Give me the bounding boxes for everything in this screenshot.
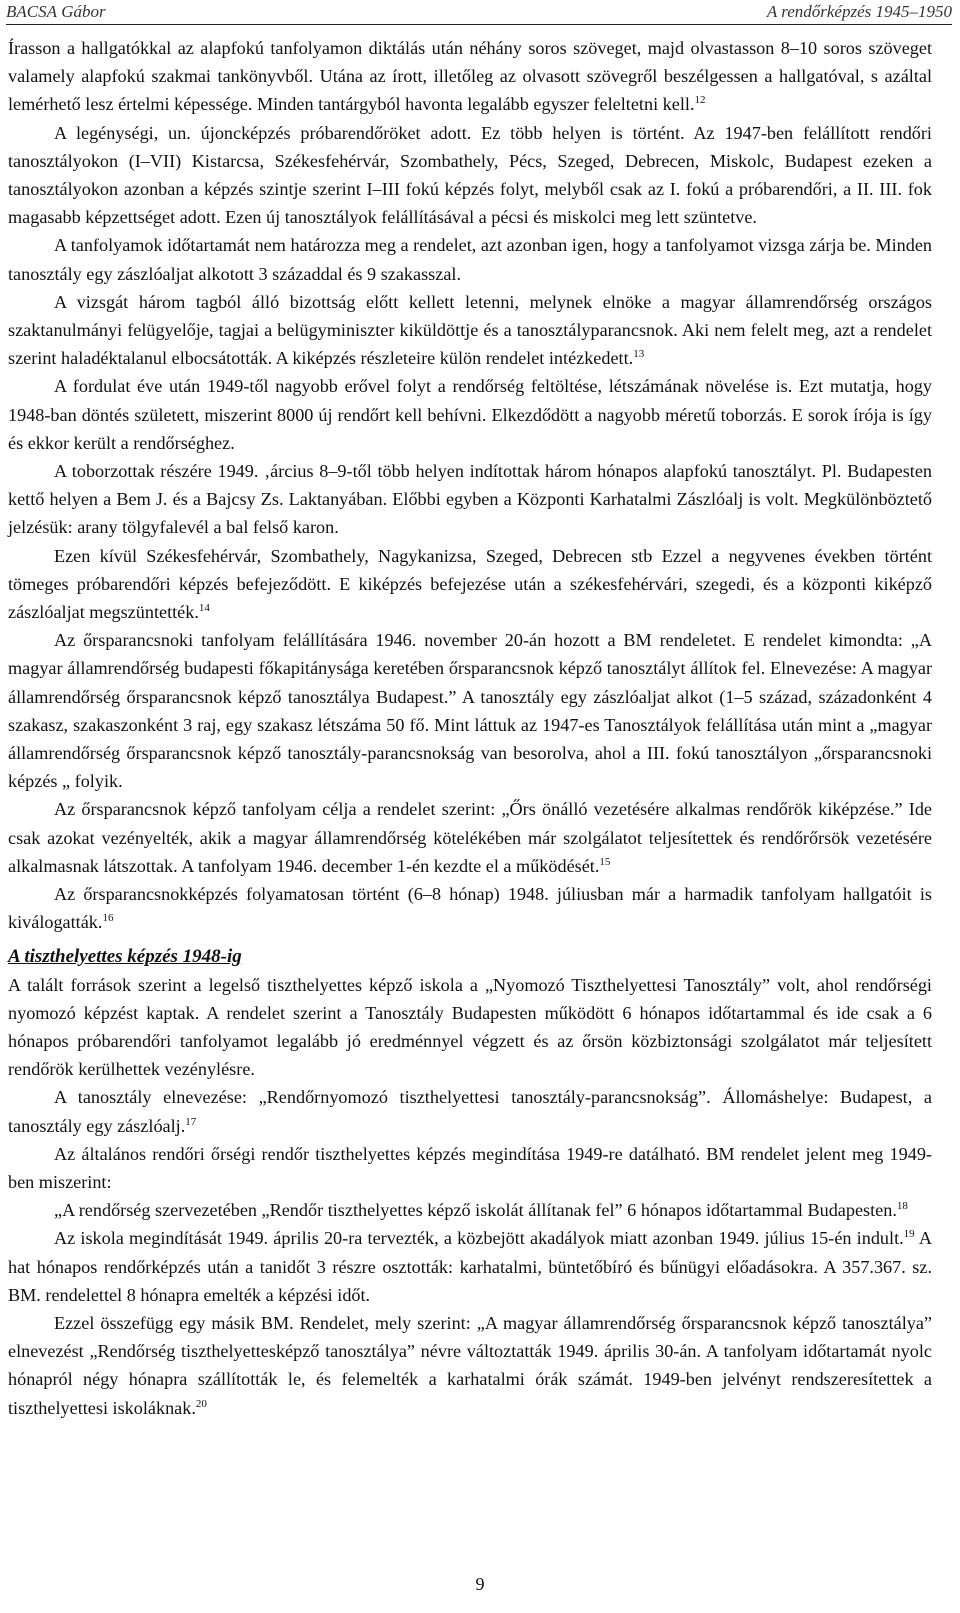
author-given-name: Gábor: [57, 2, 106, 21]
paragraph-text: A fordulat éve után 1949-től nagyobb erővel folyt a rendőrség feltöltése, létszámának növelése is. Ezt mutatja, hogy 1948-ban döntés született, miszerint 8000 új rendőrt kell behívni. Elkezdődött a nagyobb méretű toborzás. E sorok írója is így és ekkor került a rendőrséghez.: [8, 376, 932, 453]
paragraph-text: A talált források szerint a legelső tiszthelyettes képző iskola a „Nyomozó Tiszthelyettesi Tanosztály” volt, ahol rendőrségi nyomozó képzést kaptak. A rendelet szerint a Tanosztály Budapesten működött 6 hónapos időtartammal és ide csak a 6 hónapos próbarendőri tanfolyamot legalább jó eredménnyel végzett és az őrsön közbiztonsági szolgálatot már teljesített rendőrök kerülhettek vezénylésre.: [8, 974, 932, 1080]
paragraph-text: A tanosztály elnevezése: „Rendőrnyomozó tiszthelyettesi tanosztály-parancsnokság”. Állomáshelye: Budapest, a tanosztály egy zászlóalj.: [8, 1087, 932, 1136]
paragraph-text: Ezen kívül Székesfehérvár, Szombathely, Nagykanizsa, Szeged, Debrecen stb Ezzel a negyvenes években történt tömeges próbarendőri képzés befejeződött. E kiképzés befejezése után a székesfehérvári, szegedi, és a központi kiképző zászlóaljat megszüntették.: [8, 545, 932, 623]
body-text: [8, 34, 932, 1422]
paragraph-text: Az őrsparancsnoki tanfolyam felállítására 1946. november 20-án hozott a BM rendeletet. E rendelet kimondta: „A magyar államrendőrség budapesti főkapitánysága keretében őrsparancsnok képző tanosztályt állítok fel. Elnevezése: A magyar államrendőrség őrsparancsnok képző tanosztálya Budapest.” A tanosztály egy zászlóaljat alkot (1–5 század, századonként 4 szakasz, szakaszonként 3 raj, egy szakasz létszáma 50 fő. Mint láttuk az 1947-es Tanosztályok felállítása után mint a „magyar államrendőrség őrsparancsnok képző tanosztály-parancsnokság van besorolva, ahol a III. fokú tanosztályon „őrsparancsnoki képzés „ folyik.: [8, 630, 932, 792]
header-rule: [6, 24, 952, 25]
footnote-ref: 15: [599, 855, 611, 868]
page-number: 9: [475, 1574, 485, 1594]
paragraph: [8, 372, 932, 457]
author-initial: B: [6, 2, 17, 21]
paragraph-text: Írasson a hallgatókkal az alapfokú tanfolyamon diktálás után néhány soros szöveget, majd olvastasson 8–10 soros szöveget valamely alapfokú szakmai tankönyvből. Utána az írott, illetőleg az olvasott szövegről beszélgessen a hallgatóval, s azáltal lemérhető lesz értelmi képessége. Minden tantárgyból havonta legalább egyszer feleltetni kell.: [8, 38, 932, 115]
header-title: A rendőrképzés 1945–1950: [766, 2, 952, 21]
paragraph-text: Az általános rendőri őrségi rendőr tiszthelyettes képzés megindítása 1949-re datálható. BM rendelet jelent meg 1949-ben miszerint:: [8, 1143, 932, 1192]
paragraph: [8, 1083, 932, 1139]
paragraph: [8, 1309, 932, 1422]
footnote-ref: 13: [633, 348, 645, 361]
footnote-ref: 20: [195, 1397, 207, 1410]
footnote-ref: 17: [185, 1115, 197, 1128]
paragraph-text: Az iskola megindítását 1949. április 20-ra tervezték, a közbejött akadályok miatt azonban 1949. július 15-én indult.: [54, 1228, 904, 1249]
paragraph-text-continued: A hat hónapos rendőrképzés után a tanidőt 3 részre osztották: karhatalmi, büntetőbíró és bűnügyi előadásokra. A 357.367. sz. BM. rendelettel 8 hónapra emelték a képzési időt.: [8, 1228, 932, 1305]
footnote-ref: 16: [102, 912, 114, 925]
footnote-ref: 12: [694, 94, 706, 107]
paragraph: [8, 457, 932, 542]
paragraph-text: Az őrsparancsnok képző tanfolyam célja a rendelet szerint: „Őrs önálló vezetésére alkalmas rendőrök kiképzése.” Ide csak azokat vezényelték, akik a magyar államrendőrség kötelékében már szolgálatot teljesítettek és rendőrőrsök vezetésére alkalmasnak látszottak. A tanfolyam 1946. december 1-én kezdte el a működését.: [8, 799, 932, 876]
paragraph-text: Ezzel összefügg egy másik BM. Rendelet, mely szerint: „A magyar államrendőrség őrsparancsnok képző tanosztálya” elnevezést „Rendőrség tiszthelyettesképző tanosztálya” névre változtatták 1949. április 30-án. A tanfolyam időtartamát nyolc hónapról négy hónapra szállították le, és felemelték a karhatalmi órák számát. 1949-ben jelvényt rendszeresítettek a tiszthelyettesi iskoláknak.: [8, 1312, 932, 1418]
paragraph: [8, 1224, 932, 1309]
paragraph: [8, 34, 932, 119]
paragraph: [8, 880, 932, 936]
paragraph: [8, 288, 932, 373]
paragraph-text: A legénységi, un. újoncképzés próbarendőröket adott. Ez több helyen is történt. Az 1947-ben felállított rendőri tanosztályokon (I–VII) Kistarcsa, Székesfehérvár, Szombathely, Pécs, Szeged, Debrecen, Miskolc, Budapest ezeken a tanosztályokon azonban a képzés szintje szerint I–III fokú képzés folyt, melyből csak az I. fokú a próbarendőri, a II. III. fok magasabb képzettséget adott. Ezen új tanosztályok felállításával a pécsi és miskolci meg lett szüntetve.: [8, 122, 932, 228]
paragraph: [8, 231, 932, 287]
paragraph: [8, 119, 932, 232]
paragraph: [8, 1140, 932, 1196]
section-heading: A tiszthelyettes képzés 1948-ig: [8, 945, 242, 967]
header-author: [6, 2, 106, 22]
paragraph-text: A tanfolyamok időtartamát nem határozza meg a rendelet, azt azonban igen, hogy a tanfolyamot vizsga zárja be. Minden tanosztály egy zászlóaljat alkotott 3 századdal és 9 szakasszal.: [8, 235, 932, 284]
footnote-ref: 19: [903, 1228, 915, 1241]
paragraph: [8, 795, 932, 880]
footnote-ref: 18: [896, 1200, 908, 1213]
paragraph: [8, 971, 932, 1084]
paragraph: [8, 1196, 932, 1224]
paragraph-text: A toborzottak részére 1949. ‚árcius 8–9-től több helyen indítottak három hónapos alapfokú tanosztályt. Pl. Budapesten kettő helyen a Bem J. és a Bajcsy Zs. Laktanyában. Előbbi egyben a Központi Karhatalmi Zászlóalj is volt. Megkülönböztető jelzésük: arany tölgyfalevél a bal felső karon.: [8, 461, 932, 538]
footnote-ref: 14: [198, 602, 210, 615]
paragraph: [8, 626, 932, 795]
running-header: [6, 2, 952, 24]
author-surname-rest: ACSA: [16, 2, 57, 21]
paragraph-text: A vizsgát három tagból álló bizottság előtt kellett letenni, melynek elnöke a magyar államrendőrség országos szaktanulmányi felügyelője, tagjai a belügyminiszter kiküldöttje és a tanosztályparancsnok. Aki nem felelt meg, azt a rendelet szerint haladéktalanul elbocsátották. A kiképzés részleteire külön rendelet intézkedett.: [8, 291, 932, 369]
paragraph-text: Az őrsparancsnokképzés folyamatosan történt (6–8 hónap) 1948. júliusban már a harmadik tanfolyam hallgatóit is kiválogatták.: [8, 884, 932, 933]
paragraph: [8, 542, 932, 627]
paragraph-text: „A rendőrség szervezetében „Rendőr tiszthelyettes képző iskolát állítanak fel” 6 hónapos időtartammal Budapesten.: [54, 1200, 897, 1221]
